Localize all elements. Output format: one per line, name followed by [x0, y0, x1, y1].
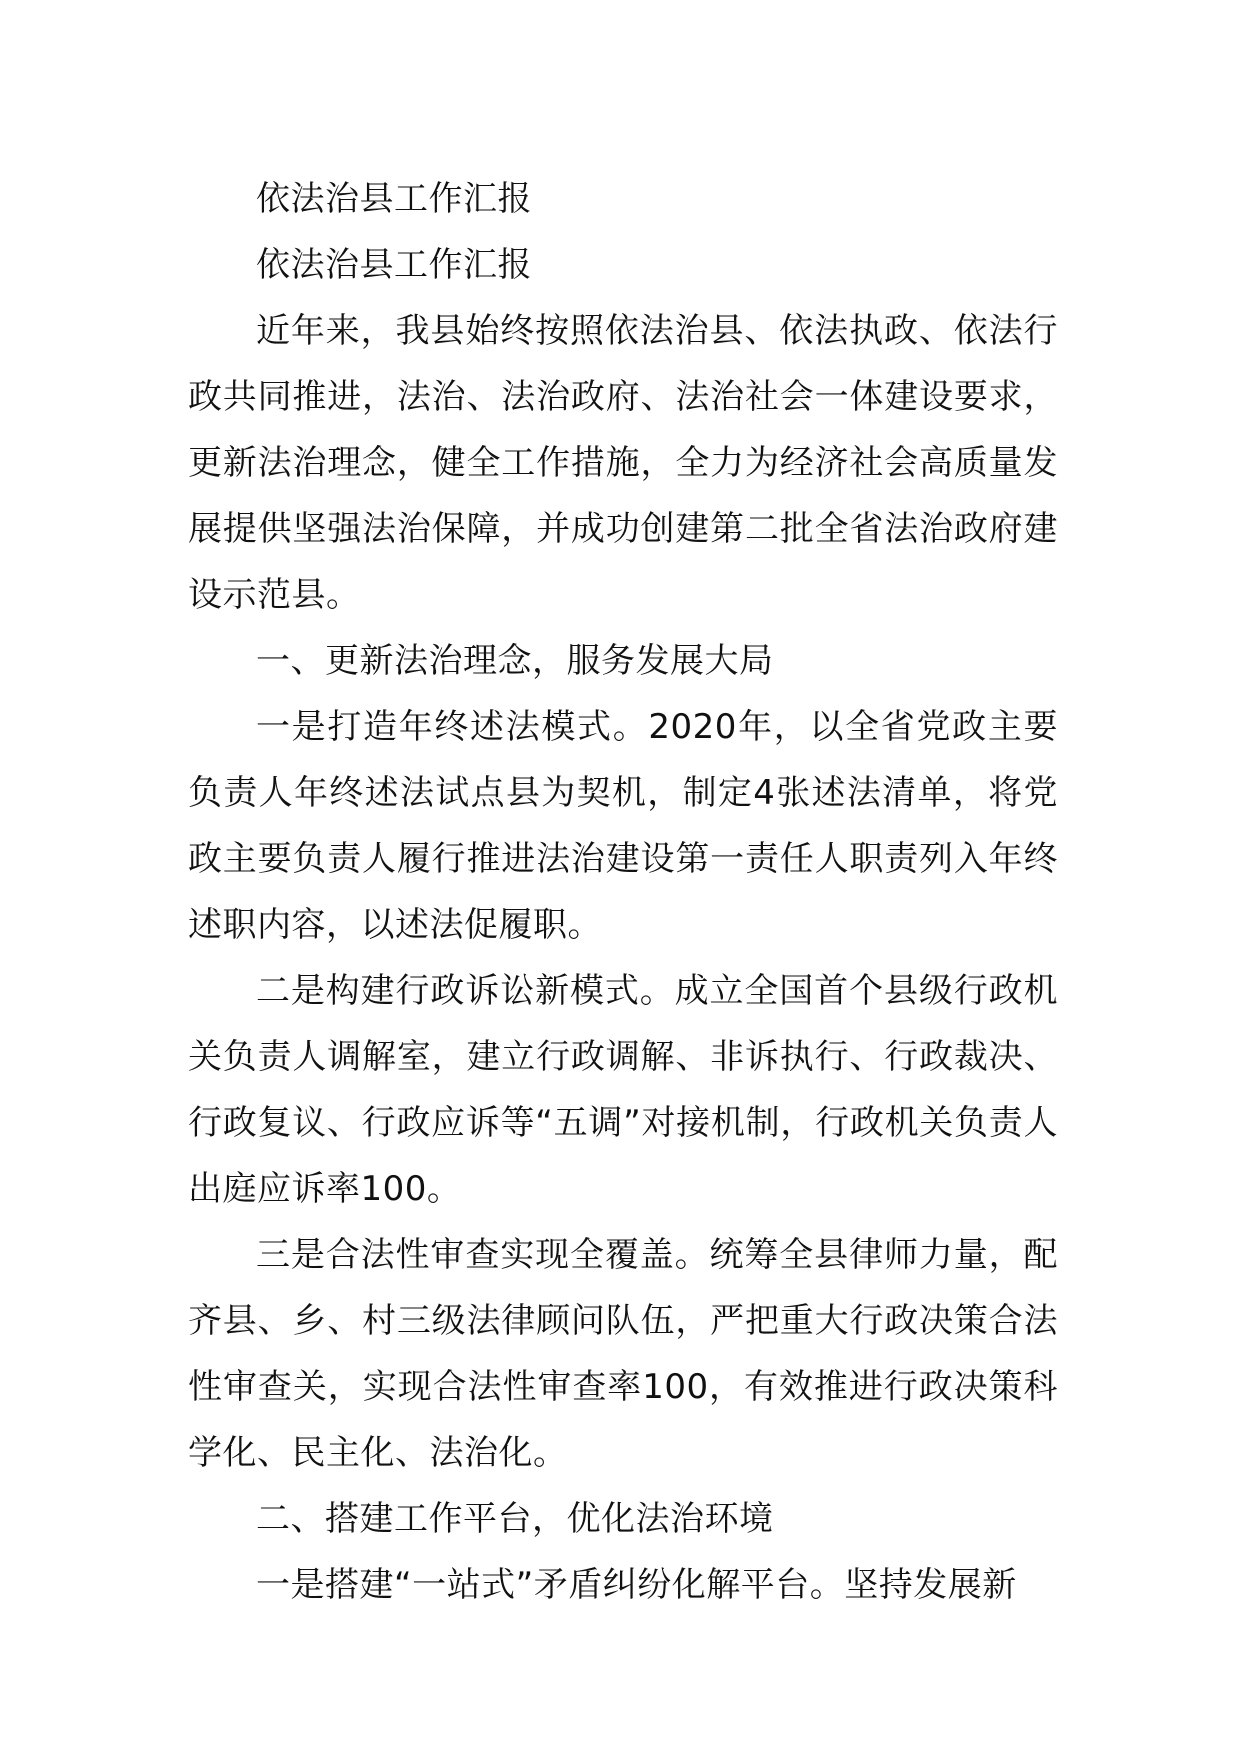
section-heading-1: 一、更新法治理念，服务发展大局 [256, 641, 774, 681]
document-body [188, 166, 1058, 1618]
section-2-item-1: 一是搭建“一站式”矛盾纠纷化解平台。坚持发展新 [256, 1565, 1017, 1605]
section-1-item-2: 二是构建行政诉讼新模式。成立全国首个县级行政机关负责人调解室，建立行政调解、非诉执行、行政裁决、行政复议、行政应诉等“五调”对接机制，行政机关负责人出庭应诉率100。 [188, 971, 1058, 1209]
section-heading-2: 二、搭建工作平台，优化法治环境 [256, 1499, 774, 1539]
document-subtitle: 依法治县工作汇报 [256, 245, 532, 285]
section-1-item-1: 一是打造年终述法模式。2020年，以全省党政主要负责人年终述法试点县为契机，制定4张述法清单，将党政主要负责人履行推进法治建设第一责任人职责列入年终述职内容，以述法促履职。 [188, 707, 1058, 945]
document-title: 依法治县工作汇报 [256, 179, 532, 219]
section-1-item-3: 三是合法性审查实现全覆盖。统筹全县律师力量，配齐县、乡、村三级法律顾问队伍，严把重大行政决策合法性审查关，实现合法性审查率100，有效推进行政决策科学化、民主化、法治化。 [188, 1235, 1058, 1473]
intro-paragraph: 近年来，我县始终按照依法治县、依法执政、依法行政共同推进，法治、法治政府、法治社会一体建设要求，更新法治理念，健全工作措施，全力为经济社会高质量发展提供坚强法治保障，并成功创建第二批全省法治政府建设示范县。 [188, 311, 1058, 615]
